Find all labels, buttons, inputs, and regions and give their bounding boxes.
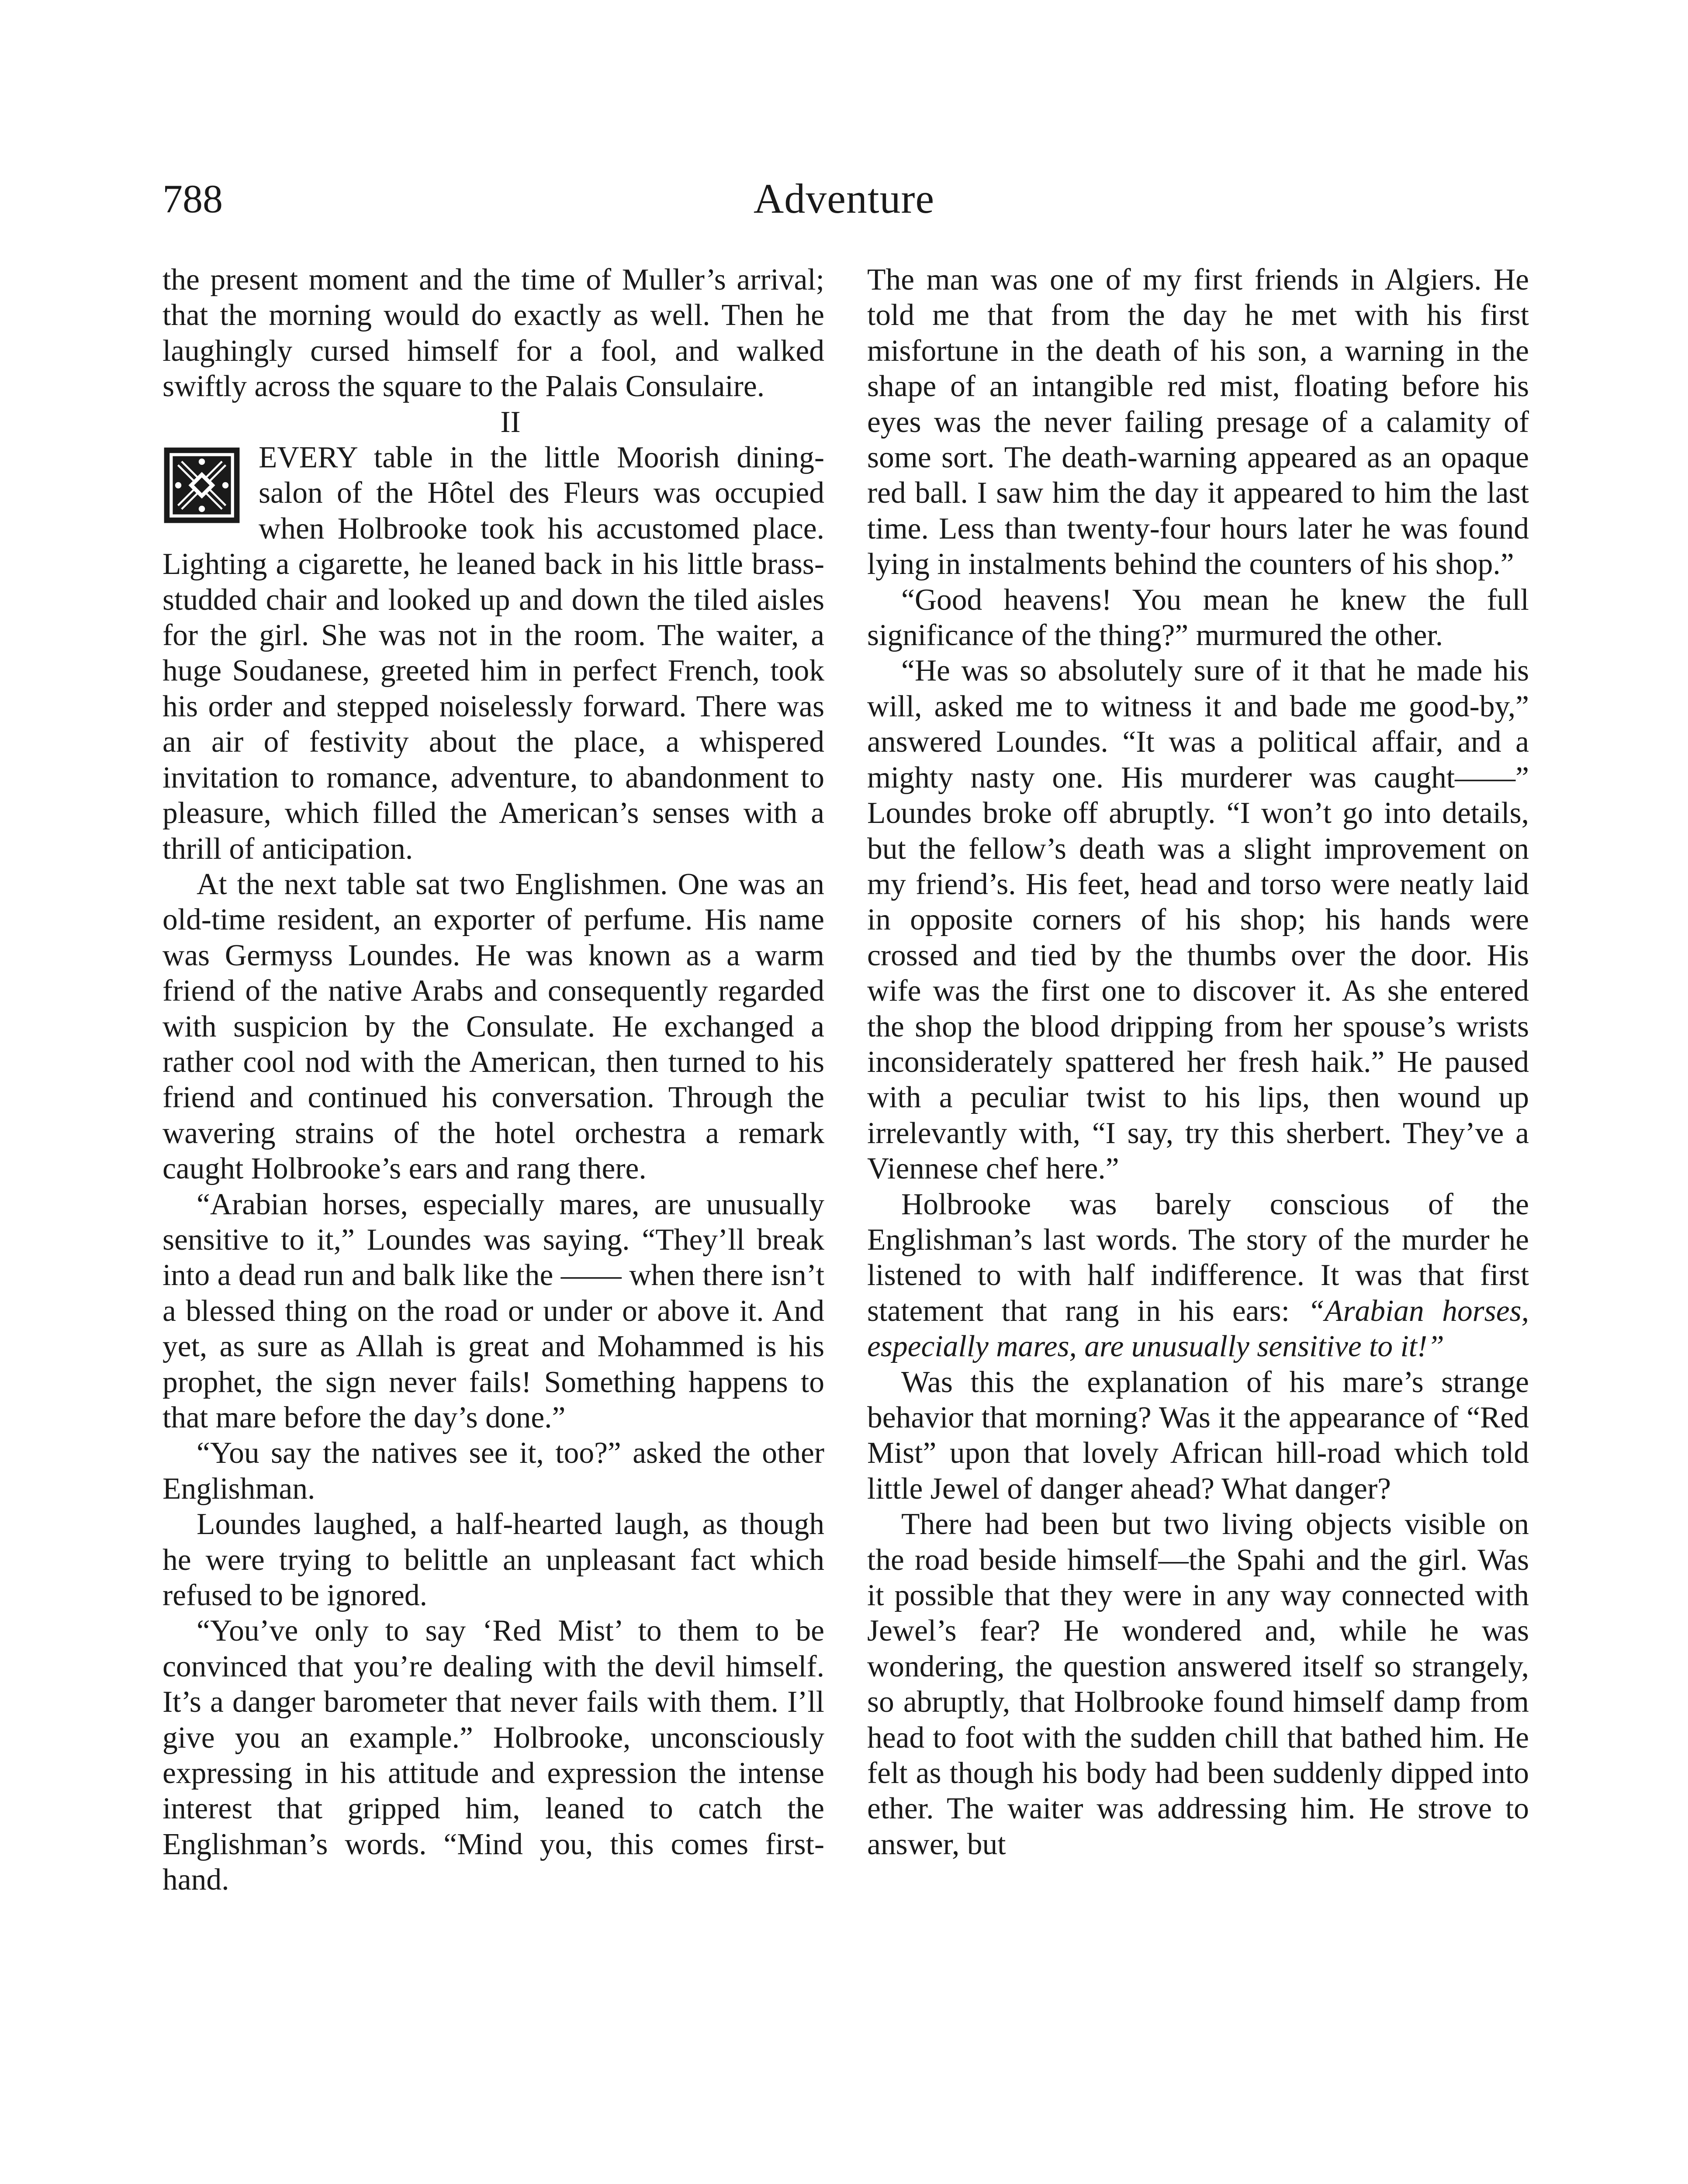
paragraph-text: Holbrooke was barely conscious of the Englishman’s last words. The story of the murder he listened to with half indifference. It was that first statement that rang in his ears: [867,1187,1529,1328]
running-title: Adventure [753,175,935,222]
paragraph: Loundes laughed, a half-hearted laugh, as though he were trying to belittle an unpleasant fact which refused to be ignored. [163,1507,824,1613]
left-column [163,262,824,1898]
paragraph [867,1187,1529,1365]
paragraph: EVERY table in the little Moorish dining-salon of the Hôtel des Fleurs was occupied when Holbrooke took his accustomed place. Lighting a cigarette, he leaned back in his little brass-studded chair and looked up and down the tiled aisles for the girl. She was not in the room. The waiter, a huge Soudanese, greeted him in perfect French, took his order and stepped noiselessly forward. There was an air of festivity about the place, a whispered invitation to romance, adventure, to abandonment to pleasure, which filled the American’s senses with a thrill of anticipation. [163,441,824,866]
paragraph: “You’ve only to say ‘Red Mist’ to them to be convinced that you’re dealing with the devil himself. It’s a danger barometer that never fails with them. I’ll give you an example.” Holbrooke, unconsciously expressing in his attitude and expression the intense interest that gripped him, leaned to catch the Englishman’s words. “Mind you, this comes first-hand. [163,1614,824,1897]
paragraph: “He was so absolutely sure of it that he made his will, asked me to witness it and bade me good-by,” answered Loundes. “It was a political affair, and a mighty nasty one. His murderer was caught——” Loundes broke off abruptly. “I won’t go into details, but the fellow’s death was a slight improvement on my friend’s. His feet, head and torso were neatly laid in opposite corners of his shop; his hands were crossed and tied by the thumbs over the door. His wife was the first one to discover it. As she entered the shop the blood dripping from her spouse’s wrists inconsiderately spattered her fresh haik.” He paused with a peculiar twist to his lips, then wound up irrelevantly with, “I say, try this sherbert. They’ve a Viennese chef here.” [867,654,1529,1186]
paragraph: Was this the explanation of his mare’s strange behavior that morning? Was it the appearance of “Red Mist” upon that lovely African hill-road which told little Jewel of danger ahead? What danger? [867,1365,1529,1506]
italic-quote: “Arabian horses, especially mares, are unusually sensitive to it!” [867,1294,1529,1364]
section-heading: II [500,405,521,439]
ornamental-drop-cap-icon [163,446,241,525]
page-number: 788 [163,176,223,221]
paragraph: There had been but two living objects visible on the road beside himself—the Spahi and the girl. Was it possible that they were in any way connected with Jewel’s fear? He wondered and, while he was wondering, the question answered itself so strangely, so abruptly, that Holbrooke found himself damp from head to foot with the sudden chill that bathed him. He felt as though his body had been suddenly dipped into ether. The waiter was addressing him. He strove to answer, but [867,1507,1529,1861]
right-column [867,262,1529,1862]
paragraph: At the next table sat two Englishmen. One was an old-time resident, an exporter of perfume. His name was Germyss Loundes. He was known as a warm friend of the native Arabs and consequently regarded with suspicion by the Consulate. He exchanged a rather cool nod with the American, then turned to his friend and continued his conversation. Through the wavering strains of the hotel orchestra a remark caught Holbrooke’s ears and rang there. [163,867,824,1186]
paragraph: “You say the natives see it, too?” asked the other Englishman. [163,1436,824,1506]
page-header [163,166,1525,232]
paragraph: the present moment and the time of Muller’s arrival; that the morning would do exactly as well. Then he laughingly cursed himself for a fool, and walked swiftly across the square to the Palais Consulaire. [163,263,824,404]
paragraph: The man was one of my first friends in Algiers. He told me that from the day he met with his first misfortune in the death of his son, a warning in the shape of an intangible red mist, floating before his eyes was the never failing presage of a calamity of some sort. The death-warning appeared as an opaque red ball. I saw him the day it appeared to him the last time. Less than twenty-four hours later he was found lying in instalments behind the counters of his shop.” [867,263,1529,581]
paragraph: “Good heavens! You mean he knew the full significance of the thing?” murmured the other. [867,583,1529,653]
paragraph: “Arabian horses, especially mares, are unusually sensitive to it,” Loundes was saying. “They’ll break into a dead run and balk like the —— when there isn’t a blessed thing on the road or under or above it. And yet, as sure as Allah is great and Mohammed is his prophet, the sign never fails! Something happens to that mare before the day’s done.” [163,1187,824,1434]
